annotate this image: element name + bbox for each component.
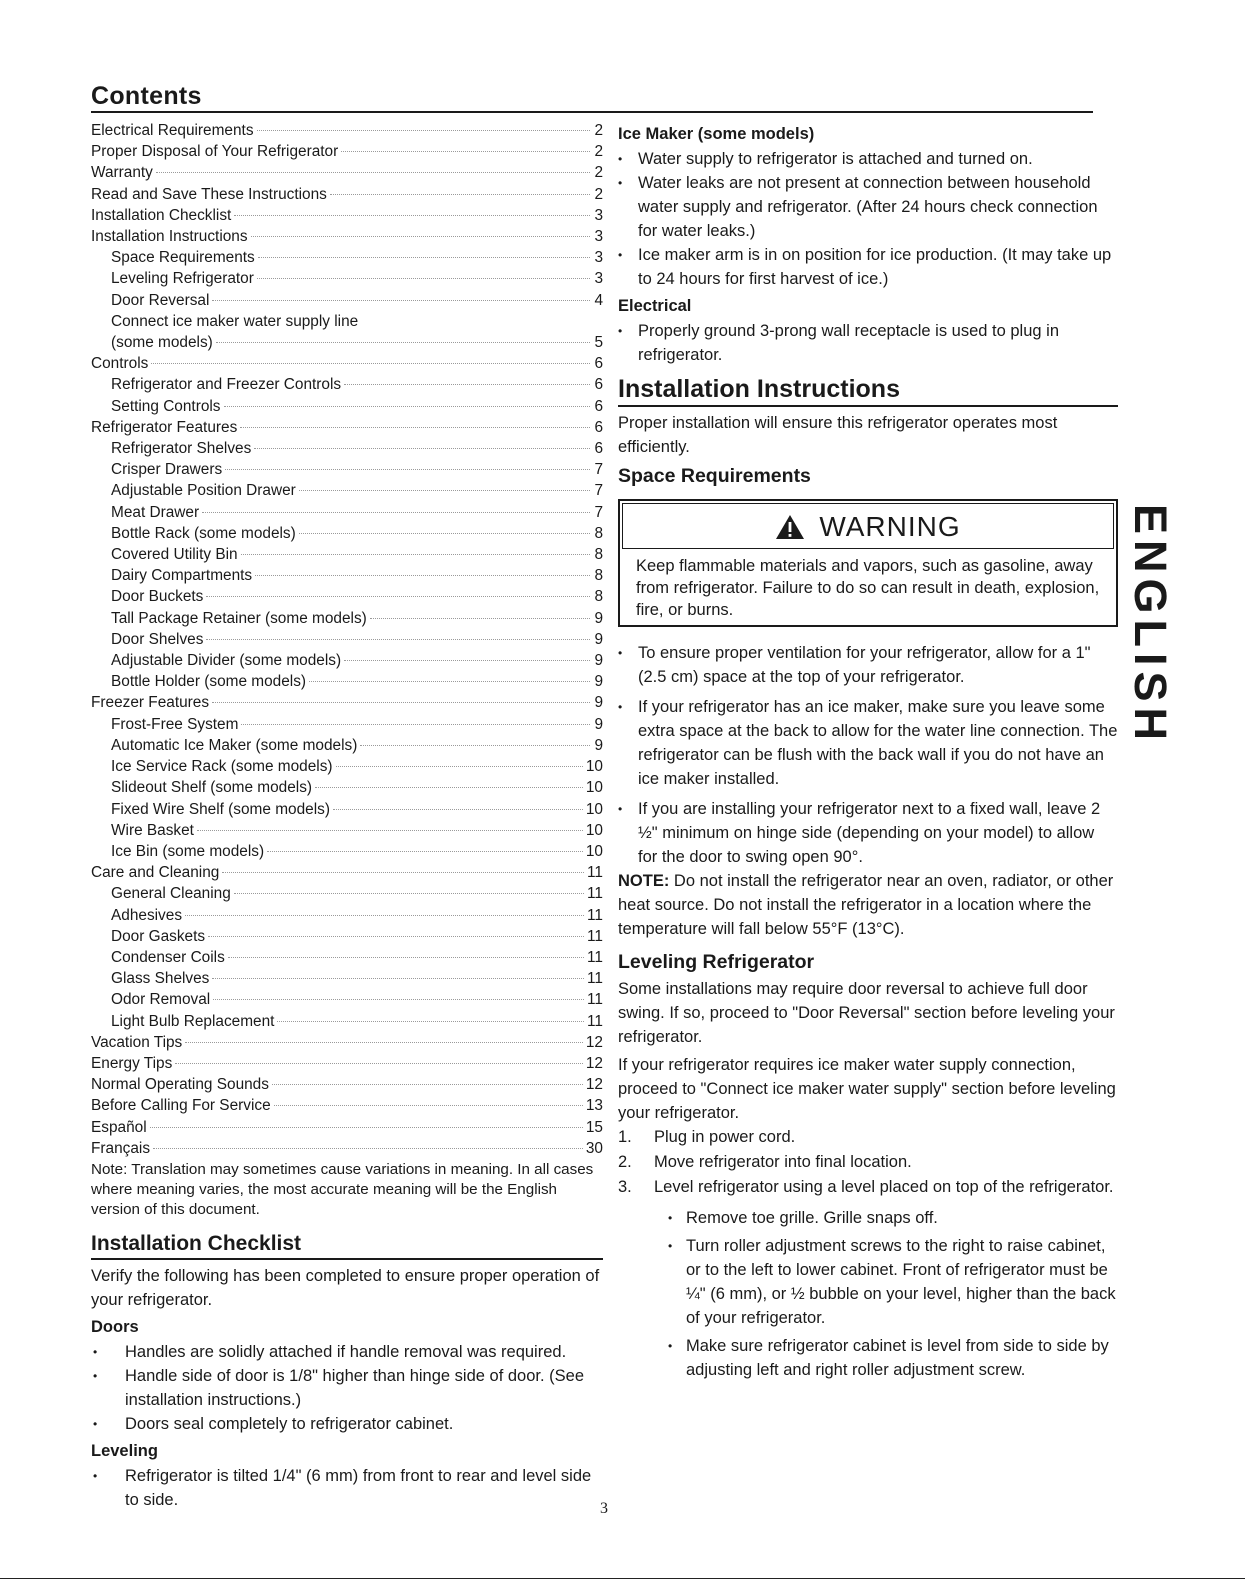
toc-page: 11: [587, 906, 603, 924]
toc-entry: [91, 226, 603, 247]
toc-label: Door Shelves: [111, 630, 204, 648]
toc-label: Covered Utility Bin: [111, 546, 238, 564]
electrical-heading: Electrical: [618, 297, 692, 315]
toc-entry: [91, 862, 603, 883]
toc-leader: [360, 745, 590, 746]
list-item: • If you are installing your refrigerator next to a fixed wall, leave 2 ½" minimum on hinge side (depending on your model) to allow for the door to swing open 90°.: [618, 797, 1118, 869]
toc-label: Odor Removal: [111, 991, 211, 1009]
toc-label: Care and Cleaning: [91, 864, 220, 882]
toc-leader: [185, 915, 584, 916]
toc-leader: [208, 936, 584, 937]
toc-entry: [91, 671, 603, 692]
toc-entry: [91, 714, 603, 735]
toc-leader: [241, 724, 590, 725]
toc-entry: [91, 586, 603, 607]
toc-page: 8: [594, 524, 603, 542]
toc-leader: [213, 999, 584, 1000]
toc-leader: [224, 406, 590, 407]
toc-label: Crisper Drawers: [111, 461, 223, 479]
toc-page: 3: [594, 206, 603, 224]
toc-page: 4: [594, 291, 603, 309]
toc-entry: [91, 162, 603, 183]
toc-label: Slideout Shelf (some models): [111, 779, 313, 797]
page-number: 3: [600, 1500, 608, 1517]
toc-entry: [91, 989, 603, 1010]
toc-leader: [341, 151, 590, 152]
toc-entry: [91, 544, 603, 565]
step-number: 2.: [618, 1153, 632, 1171]
step-number: 3.: [618, 1178, 632, 1196]
toc-entry: [91, 247, 603, 268]
toc-label: Condenser Coils: [111, 948, 225, 966]
toc-leader: [240, 427, 590, 428]
toc-leader: [299, 490, 590, 491]
toc-entry: [91, 205, 603, 226]
list-item: • Make sure refrigerator cabinet is level from side to side by adjusting left and right roller adjustment screw.: [668, 1334, 1118, 1382]
toc-entry: [91, 692, 603, 713]
warning-header: [622, 503, 1114, 549]
toc-leader: [255, 575, 590, 576]
toc-label: (some models): [111, 334, 213, 352]
toc-entry: [91, 311, 603, 332]
toc-leader: [344, 660, 590, 661]
left-column: [91, 120, 603, 1512]
toc-entry: [91, 820, 603, 841]
toc-leader: [206, 596, 590, 597]
toc-page: 11: [587, 970, 603, 988]
toc-leader: [277, 1021, 584, 1022]
toc-entry: [91, 374, 603, 395]
list-item: • Refrigerator is tilted 1/4" (6 mm) from front to rear and level side to side.: [91, 1464, 603, 1512]
toc-page: 7: [594, 503, 603, 521]
toc-page: 11: [587, 927, 603, 945]
toc-label: Adjustable Divider (some models): [111, 652, 342, 670]
leveling-paragraph-2: If your refrigerator requires ice maker water supply connection, proceed to "Connect ice maker water supply" section before leveling your refrigerator.: [618, 1056, 1116, 1122]
toc-label: Connect ice maker water supply line: [111, 312, 359, 330]
toc-label: Controls: [91, 355, 149, 373]
toc-page: 11: [587, 864, 603, 882]
toc-entry: [91, 417, 603, 438]
toc-leader: [330, 194, 590, 195]
list-item: • Properly ground 3-prong wall receptacle is used to plug in refrigerator.: [618, 319, 1118, 367]
warning-title: WARNING: [819, 511, 961, 542]
toc-leader: [241, 554, 590, 555]
language-side-tab: [1125, 505, 1175, 745]
leveling-refrigerator-heading: Leveling Refrigerator: [618, 951, 815, 973]
toc-label: Fixed Wire Shelf (some models): [111, 800, 330, 818]
list-item: • Handle side of door is 1/8" higher than hinge side of door. (See installation instructions.): [91, 1364, 603, 1412]
toc-entry: [91, 565, 603, 586]
toc-label: Setting Controls: [111, 397, 221, 415]
toc-page: 12: [585, 1033, 603, 1051]
step-text: Level refrigerator using a level placed on top of the refrigerator.: [654, 1178, 1114, 1196]
ice-maker-list: [618, 147, 1118, 291]
step-text: Move refrigerator into final location.: [654, 1153, 912, 1171]
toc-label: Español: [91, 1118, 147, 1136]
toc-leader: [151, 363, 590, 364]
toc-page: 2: [594, 164, 603, 182]
toc-page: 2: [594, 143, 603, 161]
toc-entry: [91, 353, 603, 374]
toc-leader: [212, 300, 590, 301]
translation-note: Note: Translation may sometimes cause variations in meaning. In all cases where meaning varies, the most accurate meaning will be the English version of this document.: [91, 1160, 594, 1218]
list-item: • If your refrigerator has an ice maker, make sure you leave some extra space at the back to allow for the water line connection. The refrigerator can be flush with the back wall if you do not have an ice maker installed.: [618, 695, 1118, 791]
toc-page: 2: [594, 122, 603, 139]
toc-entry: [91, 926, 603, 947]
toc-page: 7: [594, 461, 603, 479]
toc-entry: [91, 756, 603, 777]
toc-leader: [254, 448, 590, 449]
toc-label: Bottle Holder (some models): [111, 673, 307, 691]
toc-leader: [156, 172, 590, 173]
toc-leader: [272, 1084, 583, 1085]
toc-page: 6: [594, 418, 603, 436]
toc-entry: [91, 502, 603, 523]
toc-page: 12: [585, 1076, 603, 1094]
toc-page: 2: [594, 185, 603, 203]
installation-checklist-heading: Installation Checklist: [91, 1230, 603, 1260]
toc-leader: [197, 830, 583, 831]
toc-leader: [309, 681, 590, 682]
step-number: 1.: [618, 1128, 632, 1146]
checklist-intro: Verify the following has been completed to ensure proper operation of your refrigerator.: [91, 1266, 600, 1309]
toc-label: Before Calling For Service: [91, 1097, 271, 1115]
toc-entry: [91, 480, 603, 501]
toc-page: 3: [594, 270, 603, 288]
toc-entry: [91, 608, 603, 629]
toc-label: Refrigerator and Freezer Controls: [111, 376, 342, 394]
toc-entry: [91, 650, 603, 671]
warning-text: Keep flammable materials and vapors, such as gasoline, away from refrigerator. Failure to do so can result in death, explosion, fire, or burns.: [636, 557, 1100, 619]
step-text: Plug in power cord.: [654, 1128, 796, 1146]
toc-leader: [150, 1127, 583, 1128]
toc-page: 10: [585, 800, 603, 818]
toc-entry: [91, 905, 603, 926]
toc-label: Leveling Refrigerator: [111, 270, 254, 288]
doors-heading: Doors: [91, 1317, 139, 1336]
toc-leader: [274, 1105, 583, 1106]
toc-page: 3: [594, 228, 603, 246]
toc-label: Light Bulb Replacement: [111, 1012, 275, 1030]
toc-page: 8: [594, 567, 603, 585]
warning-box: [618, 499, 1118, 627]
list-item: • Doors seal completely to refrigerator cabinet.: [91, 1412, 603, 1436]
list-item: • To ensure proper ventilation for your refrigerator, allow for a 1"(2.5 cm) space at the top of your refrigerator.: [618, 641, 1118, 689]
toc-page: 13: [585, 1097, 603, 1115]
doors-list: [91, 1340, 603, 1436]
list-item: • Water leaks are not present at connection between household water supply and refrigerator. (After 24 hours check connection for water leaks.): [618, 171, 1118, 243]
toc-label: Warranty: [91, 164, 153, 182]
toc-entry: [91, 396, 603, 417]
toc-leader: [258, 257, 590, 258]
toc-label: Normal Operating Sounds: [91, 1076, 269, 1094]
toc-page: 9: [594, 673, 603, 691]
toc-page: 11: [587, 1012, 603, 1030]
toc-label: Adhesives: [111, 906, 183, 924]
toc-label: Read and Save These Instructions: [91, 185, 327, 203]
toc-leader: [257, 278, 590, 279]
toc-page: 9: [594, 736, 603, 754]
toc-page: 9: [594, 609, 603, 627]
toc-leader: [185, 1042, 583, 1043]
toc-page: 10: [585, 821, 603, 839]
toc-page: 30: [585, 1139, 603, 1157]
toc-entry: [91, 141, 603, 162]
toc-page: 6: [594, 397, 603, 415]
ice-maker-heading: Ice Maker (some models): [618, 125, 815, 143]
language-label: ENGLISH: [1125, 503, 1176, 747]
toc-entry: [91, 459, 603, 480]
toc-label: Ice Service Rack (some models): [111, 758, 333, 776]
page-title: Contents: [91, 81, 1093, 113]
table-of-contents: [91, 120, 603, 1159]
toc-leader: [225, 469, 590, 470]
toc-leader: [315, 787, 583, 788]
toc-leader: [234, 893, 584, 894]
toc-leader: [228, 957, 584, 958]
toc-label: Adjustable Position Drawer: [111, 482, 296, 500]
toc-leader: [212, 978, 584, 979]
toc-entry: [91, 1095, 603, 1116]
leveling-heading: Leveling: [91, 1441, 158, 1460]
toc-entry: [91, 1138, 603, 1159]
toc-label: Door Buckets: [111, 588, 204, 606]
install-intro: Proper installation will ensure this refrigerator operates most efficiently.: [618, 414, 1058, 456]
toc-entry: [91, 883, 603, 904]
list-item: • Water supply to refrigerator is attached and turned on.: [618, 147, 1118, 171]
toc-page: 6: [594, 440, 603, 458]
toc-page: 12: [585, 1054, 603, 1072]
leveling-sub-list: [668, 1206, 1118, 1382]
toc-label: Energy Tips: [91, 1054, 173, 1072]
toc-entry: [91, 523, 603, 544]
toc-label: Frost-Free System: [111, 715, 239, 733]
toc-leader: [333, 809, 583, 810]
toc-entry: [91, 1074, 603, 1095]
bottom-rule: [0, 1578, 1245, 1579]
toc-label: Space Requirements: [111, 249, 255, 267]
toc-label: General Cleaning: [111, 885, 231, 903]
toc-leader: [251, 236, 590, 237]
toc-entry: [91, 268, 603, 289]
toc-entry: [91, 841, 603, 862]
list-item: • Remove toe grille. Grille snaps off.: [668, 1206, 1118, 1230]
toc-page: 11: [587, 885, 603, 903]
toc-entry: [91, 777, 603, 798]
toc-label: Dairy Compartments: [111, 567, 253, 585]
list-item: [618, 1150, 1118, 1175]
toc-leader: [267, 851, 583, 852]
list-item: [618, 1125, 1118, 1150]
toc-label: Installation Instructions: [91, 228, 248, 246]
toc-label: Electrical Requirements: [91, 122, 254, 139]
toc-label: Wire Basket: [111, 821, 194, 839]
toc-entry: [91, 799, 603, 820]
leveling-paragraph-1: Some installations may require door reversal to achieve full door swing. If so, proceed to "Door Reversal" section before leveling your refrigerator.: [618, 980, 1115, 1046]
toc-label: Proper Disposal of Your Refrigerator: [91, 143, 339, 161]
leveling-list: [91, 1464, 603, 1512]
toc-page: 15: [585, 1118, 603, 1136]
toc-label: Bottle Rack (some models): [111, 524, 296, 542]
toc-leader: [153, 1148, 583, 1149]
toc-label: Installation Checklist: [91, 206, 232, 224]
note-text: Do not install the refrigerator near an oven, radiator, or other heat source. Do not install the refrigerator in a location where the temperature will fall below 55°F (13°C).: [618, 872, 1114, 938]
toc-leader: [216, 342, 590, 343]
toc-label: Vacation Tips: [91, 1033, 183, 1051]
toc-leader: [370, 618, 590, 619]
toc-entry: [91, 290, 603, 311]
toc-page: 10: [585, 758, 603, 776]
note-label: NOTE:: [618, 872, 670, 890]
toc-page: 9: [594, 630, 603, 648]
toc-label: Glass Shelves: [111, 970, 210, 988]
toc-label: Freezer Features: [91, 694, 210, 712]
toc-label: Refrigerator Shelves: [111, 440, 252, 458]
toc-entry: [91, 968, 603, 989]
toc-page: 6: [594, 376, 603, 394]
warning-triangle-icon: [775, 514, 805, 540]
toc-page: 5: [594, 334, 603, 352]
toc-page: 10: [585, 779, 603, 797]
toc-entry: [91, 438, 603, 459]
toc-label: Tall Package Retainer (some models): [111, 609, 367, 627]
toc-page: 9: [594, 715, 603, 733]
space-requirements-heading: Space Requirements: [618, 465, 811, 487]
toc-entry: [91, 1053, 603, 1074]
toc-page: 6: [594, 355, 603, 373]
toc-page: 11: [587, 948, 603, 966]
toc-label: Door Gaskets: [111, 927, 206, 945]
toc-entry: [91, 184, 603, 205]
toc-entry: [91, 120, 603, 141]
toc-page: 10: [585, 842, 603, 860]
right-column: [618, 123, 1118, 1386]
list-item: • Handles are solidly attached if handle removal was required.: [91, 1340, 603, 1364]
toc-page: 8: [594, 546, 603, 564]
toc-leader: [222, 872, 584, 873]
list-item: • Turn roller adjustment screws to the right to raise cabinet, or to the left to lower cabinet. Front of refrigerator must be ¼" (6 mm), or ½ bubble on your level, higher than the back of your refrigerator.: [668, 1234, 1118, 1330]
toc-entry: [91, 947, 603, 968]
space-list: [618, 641, 1118, 869]
toc-leader: [336, 766, 583, 767]
toc-leader: [175, 1063, 583, 1064]
toc-leader: [212, 702, 590, 703]
toc-label: Meat Drawer: [111, 503, 200, 521]
toc-label: Refrigerator Features: [91, 418, 238, 436]
list-item: • Ice maker arm is in on position for ice production. (It may take up to 24 hours for first harvest of ice.): [618, 243, 1118, 291]
leveling-steps: [618, 1125, 1118, 1200]
toc-entry: [91, 629, 603, 650]
toc-entry: [91, 1032, 603, 1053]
toc-leader: [206, 639, 590, 640]
toc-leader: [344, 384, 590, 385]
toc-entry: [91, 735, 603, 756]
toc-entry-continued: [91, 332, 603, 353]
toc-page: 9: [594, 652, 603, 670]
toc-entry: [91, 1117, 603, 1138]
installation-instructions-heading: Installation Instructions: [618, 373, 1118, 407]
toc-page: 3: [594, 249, 603, 267]
toc-label: Door Reversal: [111, 291, 210, 309]
list-item: [618, 1175, 1118, 1200]
toc-leader: [234, 215, 590, 216]
note-paragraph: [618, 869, 1118, 941]
toc-page: 8: [594, 588, 603, 606]
toc-leader: [299, 533, 590, 534]
toc-label: Ice Bin (some models): [111, 842, 265, 860]
toc-entry: [91, 1011, 603, 1032]
electrical-list: [618, 319, 1118, 367]
toc-page: 9: [594, 694, 603, 712]
toc-page: 7: [594, 482, 603, 500]
toc-leader: [202, 512, 590, 513]
toc-leader: [257, 130, 590, 131]
toc-label: Français: [91, 1139, 151, 1157]
toc-page: 11: [587, 991, 603, 1009]
toc-label: Automatic Ice Maker (some models): [111, 736, 358, 754]
